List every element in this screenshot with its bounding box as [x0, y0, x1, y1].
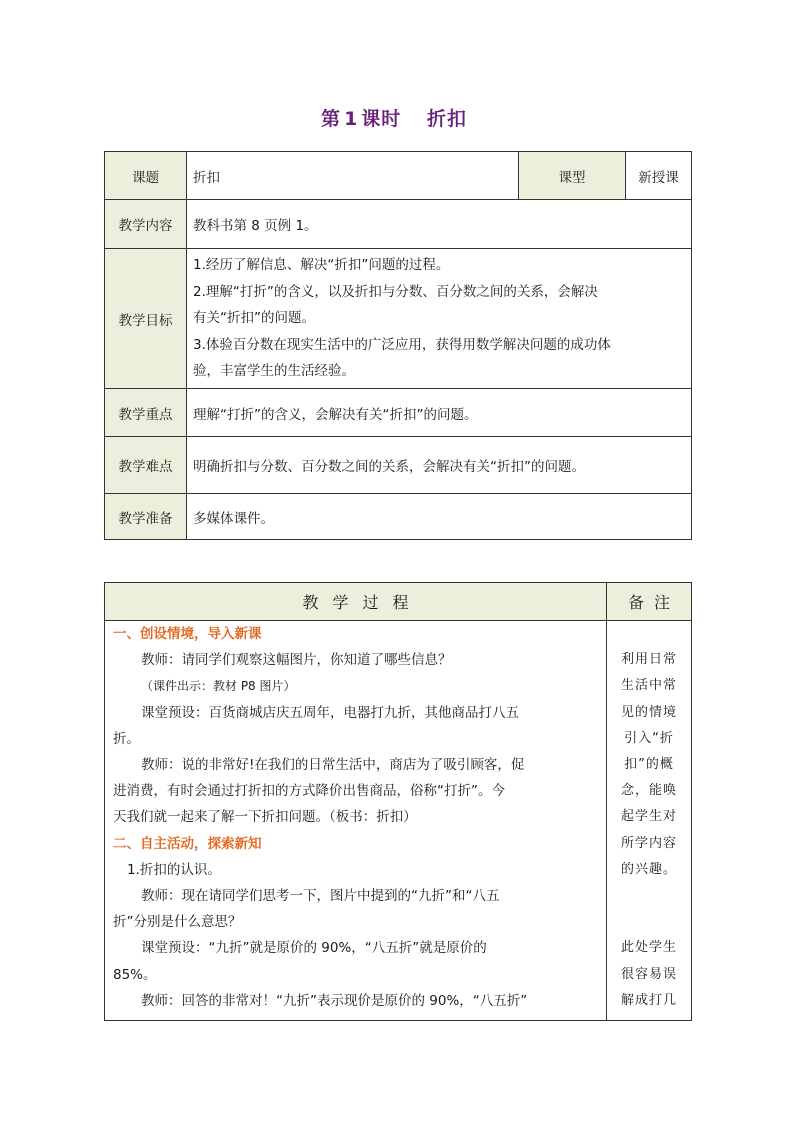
process-table [104, 582, 692, 1021]
note-line: 利用日常 [620, 652, 677, 668]
process-line: 折”分别是什么意思？ [113, 914, 242, 931]
title-prefix: 第 [321, 108, 342, 130]
page-title [0, 104, 794, 131]
title-suffix: 课时 [361, 108, 402, 130]
process-line: 课堂预设：百货商城店庆五周年，电器打九折，其他商品打八五 [141, 704, 519, 721]
note-line: 起学生对 [620, 809, 677, 825]
process-line: 课堂预设：“九折”就是原价的 90%，“八五折”就是原价的 [141, 940, 487, 957]
section-heading: 二、自主活动，探索新知 [113, 835, 262, 852]
diff-value: 明确折扣与分数、百分数之间的关系，会解决有关“折扣”的问题。 [187, 437, 692, 494]
process-line: 1.折扣的认识。 [127, 861, 221, 878]
goals-label: 教学目标 [105, 249, 187, 389]
goal-line: 验，丰富学生的生活经验。 [193, 363, 355, 380]
type-label: 课型 [519, 152, 626, 200]
goal-line: 1.经历了解信息、解决“折扣”问题的过程。 [193, 257, 450, 274]
process-line: 天我们就一起来了解一下折扣问题。（板书：折扣） [113, 809, 417, 826]
topic-value: 折扣 [187, 152, 519, 200]
process-line: 教师：请同学们观察这幅图片，你知道了哪些信息？ [141, 652, 452, 669]
goal-line: 有关“折扣”的问题。 [193, 310, 315, 327]
row-content [105, 200, 692, 249]
row-prep [105, 494, 692, 540]
title-num: 1 [344, 108, 359, 130]
prep-value: 多媒体课件。 [187, 494, 692, 540]
key-label: 教学重点 [105, 389, 187, 437]
note-line: 念，能唤 [620, 783, 677, 799]
row-goals [105, 249, 692, 389]
process-header: 教学过程 [105, 583, 607, 621]
row-difficulty [105, 437, 692, 494]
process-line: （课件出示：教材 P8 图片） [141, 679, 296, 694]
note-line: 扣”的概 [624, 757, 674, 773]
process-line: 教师：现在请同学们思考一下，图片中提到的“九折”和“八五 [141, 888, 500, 905]
process-line: 教师：回答的非常对！“九折”表示现价是原价的 90%，“八五折” [141, 992, 528, 1009]
process-line: 85%。 [113, 966, 157, 983]
process-line: 折。 [113, 730, 140, 747]
process-body-row [105, 621, 692, 1021]
goal-line: 2.理解“打折”的含义，以及折扣与分数、百分数之间的关系，会解决 [193, 283, 598, 300]
topic-label: 课题 [105, 152, 187, 200]
process-line: 进消费，有时会通过打折扣的方式降价出售商品，俗称“打折”。今 [113, 783, 505, 800]
lesson-info-table [104, 151, 692, 540]
type-value: 新授课 [626, 152, 692, 200]
title-topic: 折扣 [426, 108, 467, 130]
notes-content [607, 621, 692, 1021]
process-header-row [105, 583, 692, 621]
note-line: 见的情境 [620, 704, 677, 720]
note-line: 引入“折 [624, 730, 674, 746]
process-content [105, 621, 607, 1021]
note-line: 生活中常 [620, 678, 677, 694]
goal-line: 3.体验百分数在现实生活中的广泛应用，获得用数学解决问题的成功体 [193, 336, 611, 353]
row-key [105, 389, 692, 437]
row-topic [105, 152, 692, 200]
key-value: 理解“打折”的含义，会解决有关“折扣”的问题。 [187, 389, 692, 437]
prep-label: 教学准备 [105, 494, 187, 540]
goals-value [187, 249, 692, 389]
process-line: 教师：说的非常好!在我们的日常生活中，商店为了吸引顾客，促 [141, 757, 525, 774]
content-label: 教学内容 [105, 200, 187, 249]
content-value: 教科书第 8 页例 1。 [187, 200, 692, 249]
note-line: 所学内容 [620, 835, 677, 851]
note-line: 很容易误 [620, 966, 677, 982]
section-heading: 一、创设情境，导入新课 [113, 626, 262, 642]
diff-label: 教学难点 [105, 437, 187, 494]
note-line: 解成打几 [620, 992, 677, 1008]
notes-header: 备注 [607, 583, 692, 621]
note-line: 此处学生 [620, 940, 677, 956]
note-line: 的兴趣。 [620, 861, 677, 877]
